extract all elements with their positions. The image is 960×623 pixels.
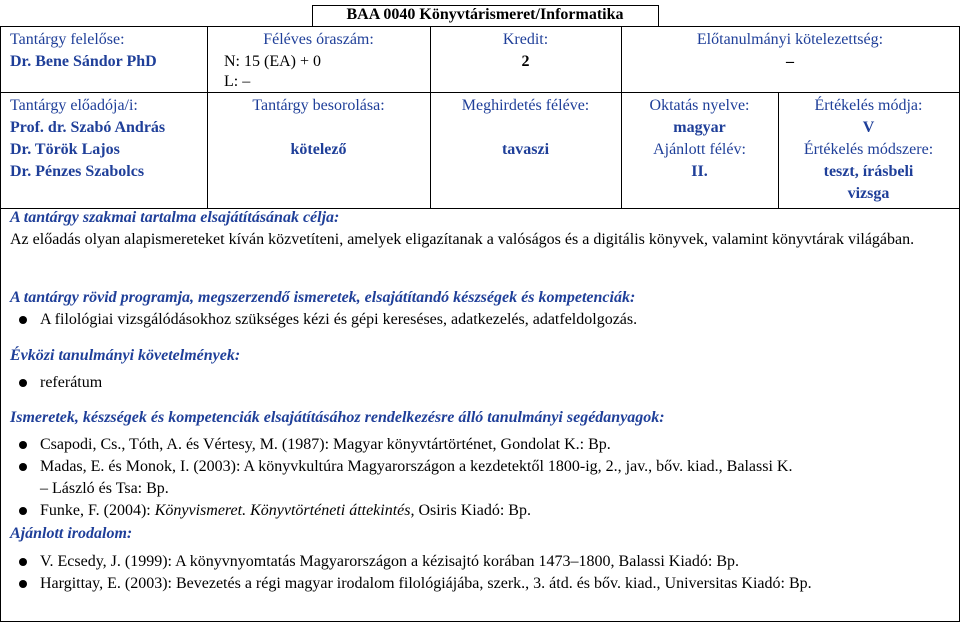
nyelv-value: magyar (673, 119, 726, 136)
list-item: V. Ecsedy, J. (1999): A könyvnyomtatás Magyarországon a kézisajtó korában 1473–1800, Balassi Kiadó: Bp. (10, 551, 950, 573)
list-item: A filológiai vizsgálódásokhoz szükséges kézi és gépi kereséses, adatkezelés, adatfeldolgozás. (10, 309, 950, 331)
course-title: BAA 0040 Könyvtárismeret/Informatika (346, 6, 624, 23)
nyelv-label: Oktatás nyelve: (649, 97, 750, 114)
table-border (0, 26, 960, 27)
kovetelmenyek-list (10, 372, 950, 394)
segedanyagok-list (10, 434, 950, 522)
oraszam-l: L: – (224, 73, 251, 90)
list-item: Csapodi, Cs., Tóth, A. és Vértesy, M. (1987): Magyar könyvtártörténet, Gondolat K.: Bp. (10, 434, 950, 456)
list-item: Funke, F. (2004): Könyvismeret. Könyvtörténeti áttekintés, Osiris Kiadó: Bp. (10, 500, 950, 522)
ertekeles-modszere-value: teszt, írásbeli (823, 163, 914, 180)
ajanlott-irodalom-heading: Ajánlott irodalom: (10, 525, 133, 542)
program-heading: A tantárgy rövid programja, megszerzendő ismeretek, elsajátítandó készségek és kompetenciák: (10, 289, 636, 306)
list-item: referátum (10, 372, 950, 394)
table-border (0, 621, 960, 622)
bullet-icon (19, 507, 27, 515)
ertekeles-modja-value: V (862, 119, 875, 136)
besorolas-label: Tantárgy besorolása: (252, 97, 385, 114)
segedanyagok-heading: Ismeretek, készségek és kompetenciák elsajátításához rendelkezésre álló tanulmányi segédanyagok: (10, 409, 665, 426)
bullet-icon (19, 463, 27, 471)
program-list (10, 309, 950, 331)
bullet-icon (19, 379, 27, 387)
table-border (207, 26, 208, 208)
kovetelmenyek-heading: Évközi tanulmányi követelmények: (10, 347, 241, 364)
meghirdetes-value: tavaszi (501, 141, 550, 158)
table-border (0, 26, 1, 622)
cel-text: Az előadás olyan alapismereteket kíván közvetíteni, amelyek eligazítanak a valóságos és a digitális könyvek, valamint könyvtárak világában. (10, 231, 915, 248)
ajanlott-felev-value: II. (691, 163, 708, 180)
cel-heading: A tantárgy szakmai tartalma elsajátításának célja: (10, 209, 340, 226)
felelos-label: Tantárgy felelőse: (10, 31, 125, 48)
ertekeles-modszere-label: Értékelés módszere: (803, 141, 934, 158)
besorolas-value: kötelező (290, 141, 347, 158)
ertekeles-modja-label: Értékelés módja: (814, 97, 923, 114)
ertekeles-modszere-value: vizsga (847, 185, 890, 202)
ajanlott-irodalom-list (10, 551, 950, 595)
table-border (0, 92, 960, 93)
eloado-name: Prof. dr. Szabó András (10, 119, 166, 136)
list-item: Madas, E. és Monok, I. (2003): A könyvkultúra Magyarországon a kezdetektől 1800-ig, 2., jav., bőv. kiad., Balassi K. – László és Tsa: Bp. (10, 456, 950, 500)
eloado-name: Dr. Pénzes Szabolcs (10, 163, 145, 180)
bullet-icon (19, 558, 27, 566)
list-item: Hargittay, E. (2003): Bevezetés a régi magyar irodalom filológiájába, szerk., 3. átd. és bőv. kiad., Universitas Kiadó: Bp. (10, 573, 948, 595)
ajanlott-felev-label: Ajánlott félév: (653, 141, 746, 158)
elotanulmany-label: Előtanulmányi kötelezettség: (696, 31, 884, 48)
felelos-name: Dr. Bene Sándor PhD (10, 53, 157, 70)
eloado-label: Tantárgy előadója/i: (10, 97, 138, 114)
elotanulmany-value: – (786, 53, 794, 70)
oraszam-label: Féléves óraszám: (263, 31, 374, 48)
eloado-name: Dr. Török Lajos (10, 141, 120, 158)
bullet-icon (19, 580, 27, 588)
kredit-value: 2 (521, 53, 530, 70)
oraszam-n: N: 15 (EA) + 0 (224, 53, 322, 70)
table-border (658, 5, 659, 26)
kredit-label: Kredit: (502, 31, 549, 48)
bullet-icon (19, 441, 27, 449)
bullet-icon (19, 316, 27, 324)
meghirdetes-label: Meghirdetés féléve: (461, 97, 590, 114)
